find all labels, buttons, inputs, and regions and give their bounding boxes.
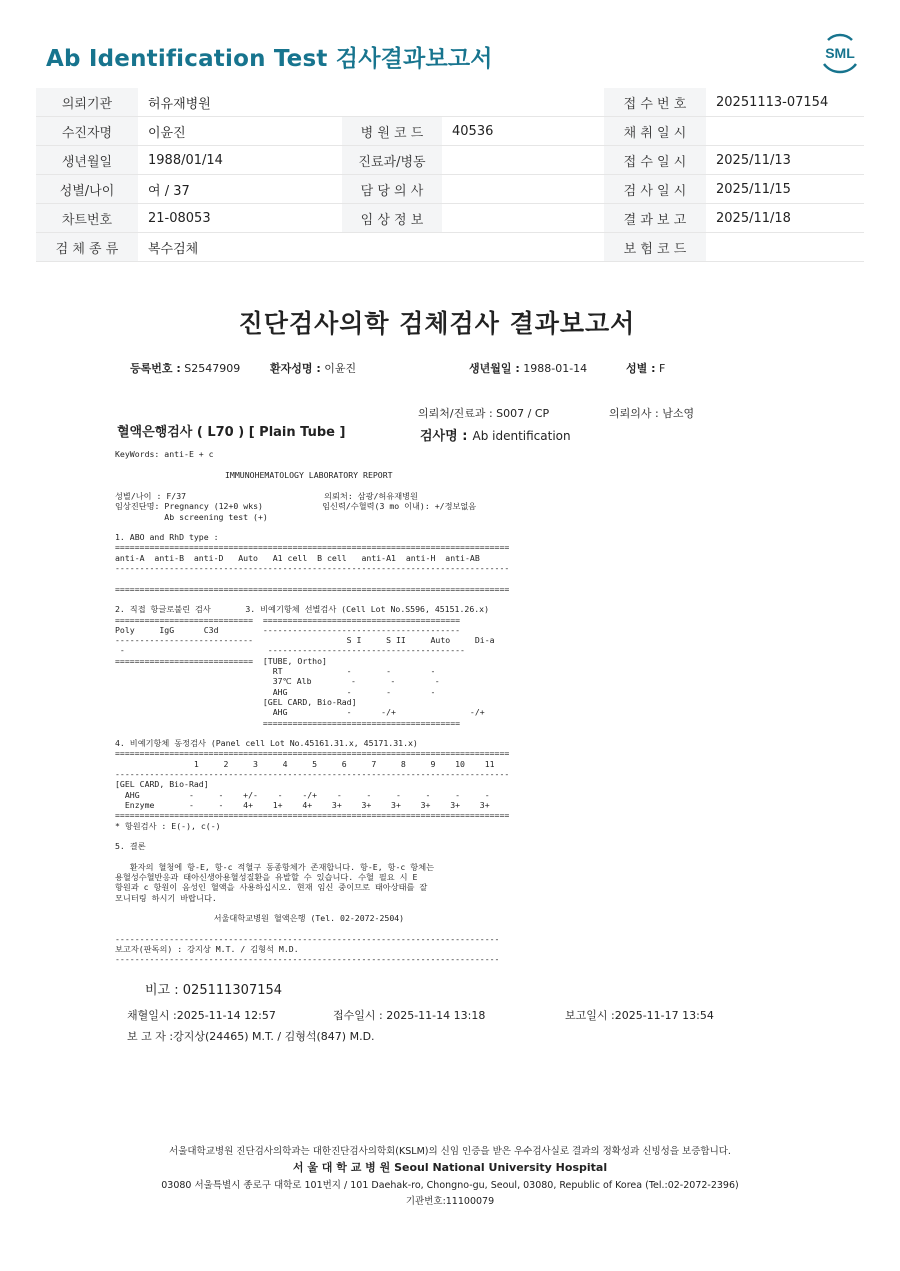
report-line: 4. 비예기항체 동정검사 (Panel cell Lot No.45161.31.x, 45171.31.x)	[115, 738, 418, 749]
info-value: 허유재병원	[138, 88, 342, 117]
test-tube: 혈액은행검사 ( L70 ) [ Plain Tube ]	[117, 425, 346, 440]
info-value	[342, 233, 442, 262]
svg-text:SML: SML	[825, 45, 855, 61]
report-line: 서울대학교병원 혈액은행 (Tel. 02-2072-2504)	[115, 913, 405, 924]
report-line: ================================================================================	[115, 542, 510, 553]
patient-name: 환자성명 : 이윤진	[270, 362, 357, 375]
report-line: ================================================================================	[115, 748, 510, 759]
info-value: 40536	[442, 117, 604, 146]
collect-time: 채혈일시 :2025-11-14 12:57	[127, 1009, 276, 1022]
info-label: 생년월일	[36, 146, 138, 175]
report-line	[115, 522, 509, 532]
reporter: 보 고 자 :강지상(24465) M.T. / 김형석(847) M.D.	[127, 1030, 375, 1043]
info-row	[36, 204, 864, 233]
info-value: 1988/01/14	[138, 146, 342, 175]
report-line: 보고자(판독의) : 강지상 M.T. / 김형석 M.D.	[115, 944, 299, 955]
report-line: AHG - - +/- - -/+ - - - - - -	[115, 789, 490, 800]
info-row	[36, 233, 864, 262]
dept: 의뢰처/진료과 : S007 / CP	[418, 407, 550, 420]
doctor: 의뢰의사 : 남소영	[609, 407, 695, 420]
report-line: - ----------------------------------------	[115, 645, 465, 656]
info-label: 담 당 의 사	[342, 175, 442, 204]
info-row	[36, 175, 864, 204]
report-line: ------------------------------------------------------------------------------	[115, 933, 500, 944]
info-label: 접 수 번 호	[604, 88, 706, 117]
info-value	[706, 233, 864, 262]
sex: 성별 : F	[626, 362, 666, 375]
dob: 생년월일 : 1988-01-14	[469, 362, 588, 375]
info-value: 2025/11/18	[706, 204, 864, 233]
info-value	[442, 146, 604, 175]
info-label: 접 수 일 시	[604, 146, 706, 175]
footer-accreditation: 서울대학교병원 진단검사의학과는 대한진단검사의학회(KSLM)의 신임 인증을 받은 우수검사실로 결과의 정확성과 신빙성을 보증합니다.	[169, 1146, 731, 1157]
report-line: 임상진단명: Pregnancy (12+0 wks) 임신력/수혈력(3 mo 이내): +/정보없음	[115, 501, 477, 512]
report-line: ============================ [TUBE, Ortho]	[115, 655, 327, 666]
info-label: 검 체 종 류	[36, 233, 138, 262]
report-line	[115, 851, 509, 861]
info-value: 20251113-07154	[706, 88, 864, 117]
report-line: [GEL CARD, Bio-Rad]	[115, 779, 209, 790]
info-label: 채 취 일 시	[604, 117, 706, 146]
footer-address: 03080 서울특별시 종로구 대학로 101번지 / 101 Daehak-ro, Chongno-gu, Seoul, 03080, Republic of Korea (Tel.:02-2072-2396)	[161, 1180, 739, 1191]
info-label: 보 험 코 드	[604, 233, 706, 262]
info-row	[36, 117, 864, 146]
report-line: ---------------------------- S I S II Auto Di-a	[115, 635, 495, 646]
report-line: anti-A anti-B anti-D Auto A1 cell B cell anti-A1 anti-H anti-AB	[115, 552, 480, 563]
report-line: * 항원검사 : E(-), c(-)	[115, 820, 221, 831]
keywords: KeyWords: anti-E + c	[115, 449, 214, 459]
info-label: 결 과 보 고	[604, 204, 706, 233]
lab-report-title: IMMUNOHEMATOLOGY LABORATORY REPORT	[225, 470, 393, 480]
report-line: --------------------------------------------------------------------------------	[115, 563, 510, 574]
report-line: ------------------------------------------------------------------------------	[115, 954, 500, 965]
report-line: --------------------------------------------------------------------------------	[115, 769, 510, 780]
report-line: 2. 직접 항글로불린 검사 3. 비예기항체 선별검사 (Cell Lot No.S596, 45151.26.x)	[115, 604, 490, 615]
report-line: ========================================	[115, 717, 461, 728]
patient-info-table	[36, 88, 864, 262]
remark: 비고 : 025111307154	[145, 983, 283, 998]
info-label: 차트번호	[36, 204, 138, 233]
report-line: 환자의 혈청에 항-E, 항-c 적혈구 동종항체가 존재합니다. 항-E, 항-c 항체는	[115, 861, 435, 872]
info-label: 의뢰기관	[36, 88, 138, 117]
page-title: Ab Identification Test 검사결과보고서	[46, 46, 493, 72]
report-line: 5. 결론	[115, 841, 146, 852]
report-title: 진단검사의학 검체검사 결과보고서	[238, 309, 636, 338]
report-line: Poly IgG C3d ----------------------------------------	[115, 624, 461, 635]
sml-logo-icon	[818, 30, 862, 74]
report-line: Ab screening test (+)	[115, 511, 268, 522]
report-line: AHG - -/+ -/+	[115, 707, 485, 718]
report-body	[115, 491, 509, 965]
report-line: 1. ABO and RhD type :	[115, 532, 219, 543]
report-line	[115, 903, 509, 913]
info-value: 21-08053	[138, 204, 342, 233]
info-label: 병 원 코 드	[342, 117, 442, 146]
info-value: 여 / 37	[138, 175, 342, 204]
info-value	[442, 88, 604, 117]
report-line: 37℃ Alb - - -	[115, 676, 440, 687]
report-line: [GEL CARD, Bio-Rad]	[115, 696, 357, 707]
info-label: 성별/나이	[36, 175, 138, 204]
report-line: 용혈성수혈반응과 태아신생아용혈성질환을 유발할 수 있습니다. 수혈 필요 시 E	[115, 871, 418, 882]
receive-time: 접수일시 : 2025-11-14 13:18	[333, 1009, 486, 1022]
info-value	[442, 175, 604, 204]
info-value	[342, 88, 442, 117]
report-line	[115, 923, 509, 933]
report-line: 모니터링 하시기 바랍니다.	[115, 892, 217, 903]
info-label: 수진자명	[36, 117, 138, 146]
test-name: 검사명 : Ab identification	[420, 429, 571, 444]
footer-inst-no: 기관번호:11100079	[405, 1196, 495, 1207]
info-value: 복수검체	[138, 233, 342, 262]
info-label: 검 사 일 시	[604, 175, 706, 204]
report-line: 항원과 c 항원이 음성인 혈액을 사용하십시오. 현재 임신 중이므로 태아상태를 잘	[115, 882, 428, 893]
info-value: 2025/11/13	[706, 146, 864, 175]
info-row	[36, 146, 864, 175]
info-row	[36, 88, 864, 117]
report-line: RT - - -	[115, 666, 436, 677]
report-line: ============================ ========================================	[115, 614, 461, 625]
info-value: 이윤진	[138, 117, 342, 146]
report-line: ================================================================================	[115, 583, 510, 594]
info-label: 임 상 정 보	[342, 204, 442, 233]
report-line	[115, 728, 509, 738]
report-line: AHG - - -	[115, 686, 436, 697]
report-time: 보고일시 :2025-11-17 13:54	[565, 1009, 714, 1022]
report-line: Enzyme - - 4+ 1+ 4+ 3+ 3+ 3+ 3+ 3+ 3+	[115, 799, 490, 810]
report-line: 1 2 3 4 5 6 7 8 9 10 11	[115, 758, 495, 769]
report-line	[115, 573, 509, 583]
report-line: 성별/나이 : F/37 의뢰처: 삼광/허유재병원	[115, 491, 418, 501]
report-line: ================================================================================	[115, 810, 510, 821]
info-value: 2025/11/15	[706, 175, 864, 204]
info-label: 진료과/병동	[342, 146, 442, 175]
info-value	[442, 233, 604, 262]
footer-hospital: 서 울 대 학 교 병 원 Seoul National University Hospital	[292, 1161, 608, 1174]
info-value	[442, 204, 604, 233]
info-value	[706, 117, 864, 146]
report-line	[115, 831, 509, 841]
report-line	[115, 594, 509, 604]
reg-no: 등록번호 : S2547909	[130, 362, 241, 375]
